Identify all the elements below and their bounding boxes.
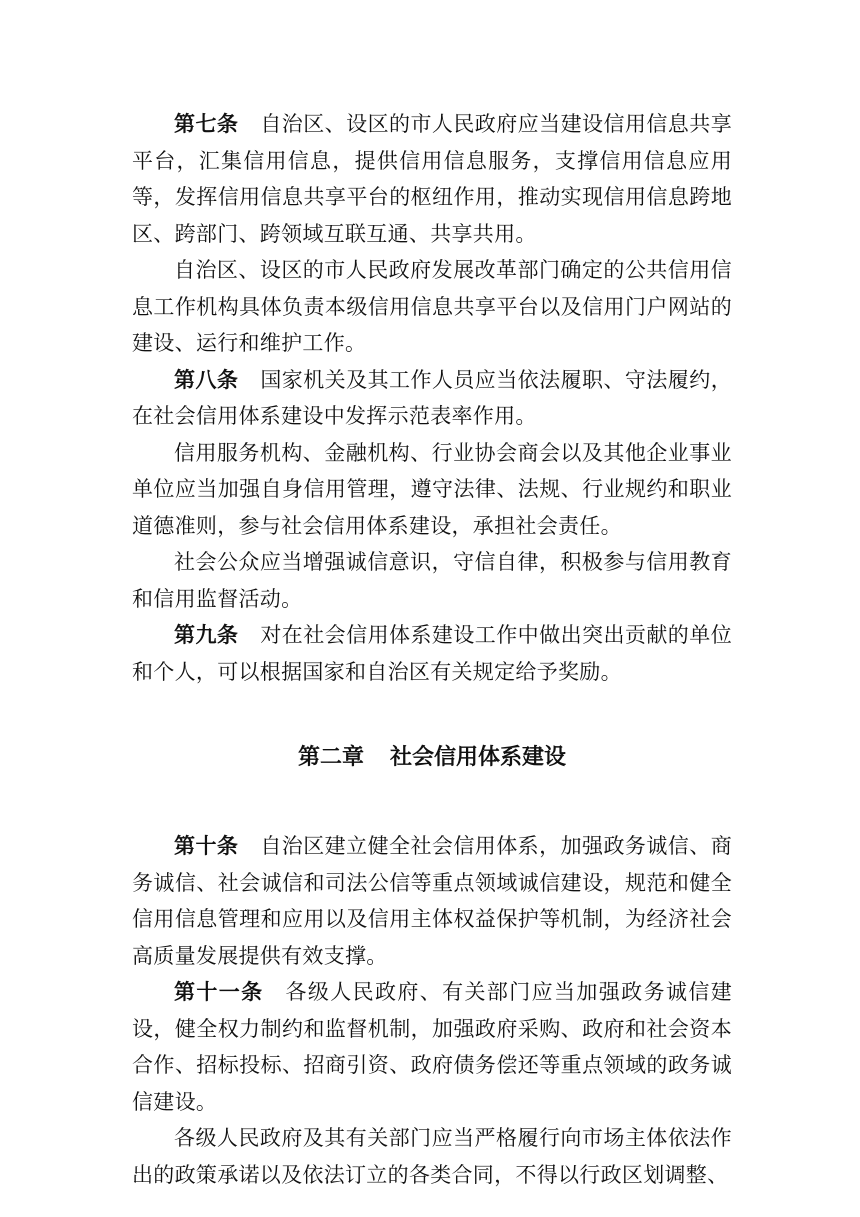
article-10-paragraph	[132, 828, 732, 974]
article-text: 对在社会信用体系建设工作中做出突出贡献的单位和个人，可以根据国家和自治区有关规定给予奖励。	[132, 623, 732, 684]
article-8-clause-3	[132, 544, 732, 617]
article-7-paragraph	[132, 106, 732, 252]
article-9-paragraph	[132, 617, 732, 690]
article-7-clause-2	[132, 252, 732, 362]
article-number: 第十一条	[174, 980, 264, 1004]
clause-text: 信用服务机构、金融机构、行业协会商会以及其他企业事业单位应当加强自身信用管理，遵守法律、法规、行业规约和职业道德准则，参与社会信用体系建设，承担社会责任。	[132, 440, 732, 538]
article-11-clause-2	[132, 1120, 732, 1193]
document-page	[132, 106, 732, 1193]
chapter-number: 第二章	[297, 745, 364, 770]
clause-text: 各级人民政府及其有关部门应当严格履行向市场主体依法作出的政策承诺以及依法订立的各类合同，不得以行政区划调整、	[132, 1126, 732, 1187]
article-8-clause-2	[132, 435, 732, 545]
article-text: 自治区、设区的市人民政府应当建设信用信息共享平台，汇集信用信息，提供信用信息服务，支撑信用信息应用等，发挥信用信息共享平台的枢纽作用，推动实现信用信息跨地区、跨部门、跨领域互联互通、共享共用。	[132, 112, 732, 246]
clause-text: 自治区、设区的市人民政府发展改革部门确定的公共信用信息工作机构具体负责本级信用信息共享平台以及信用门户网站的建设、运行和维护工作。	[132, 258, 732, 355]
article-text: 各级人民政府、有关部门应当加强政务诚信建设，健全权力制约和监督机制，加强政府采购、政府和社会资本合作、招标投标、招商引资、政府债务偿还等重点领域的政务诚信建设。	[132, 980, 732, 1114]
article-number: 第十条	[174, 834, 239, 858]
chapter-title: 社会信用体系建设	[390, 745, 567, 770]
clause-text: 社会公众应当增强诚信意识，守信自律，积极参与信用教育和信用监督活动。	[132, 550, 732, 611]
article-text: 自治区建立健全社会信用体系，加强政务诚信、商务诚信、社会诚信和司法公信等重点领域诚信建设，规范和健全信用信息管理和应用以及信用主体权益保护等机制，为经济社会高质量发展提供有效支撑。	[132, 834, 732, 968]
article-text: 国家机关及其工作人员应当依法履职、守法履约，在社会信用体系建设中发挥示范表率作用。	[132, 367, 732, 428]
article-number: 第九条	[174, 623, 239, 647]
article-number: 第八条	[174, 367, 239, 392]
article-number: 第七条	[174, 112, 239, 136]
article-8-paragraph	[132, 362, 732, 435]
article-11-paragraph	[132, 974, 732, 1120]
chapter-heading	[132, 740, 732, 776]
